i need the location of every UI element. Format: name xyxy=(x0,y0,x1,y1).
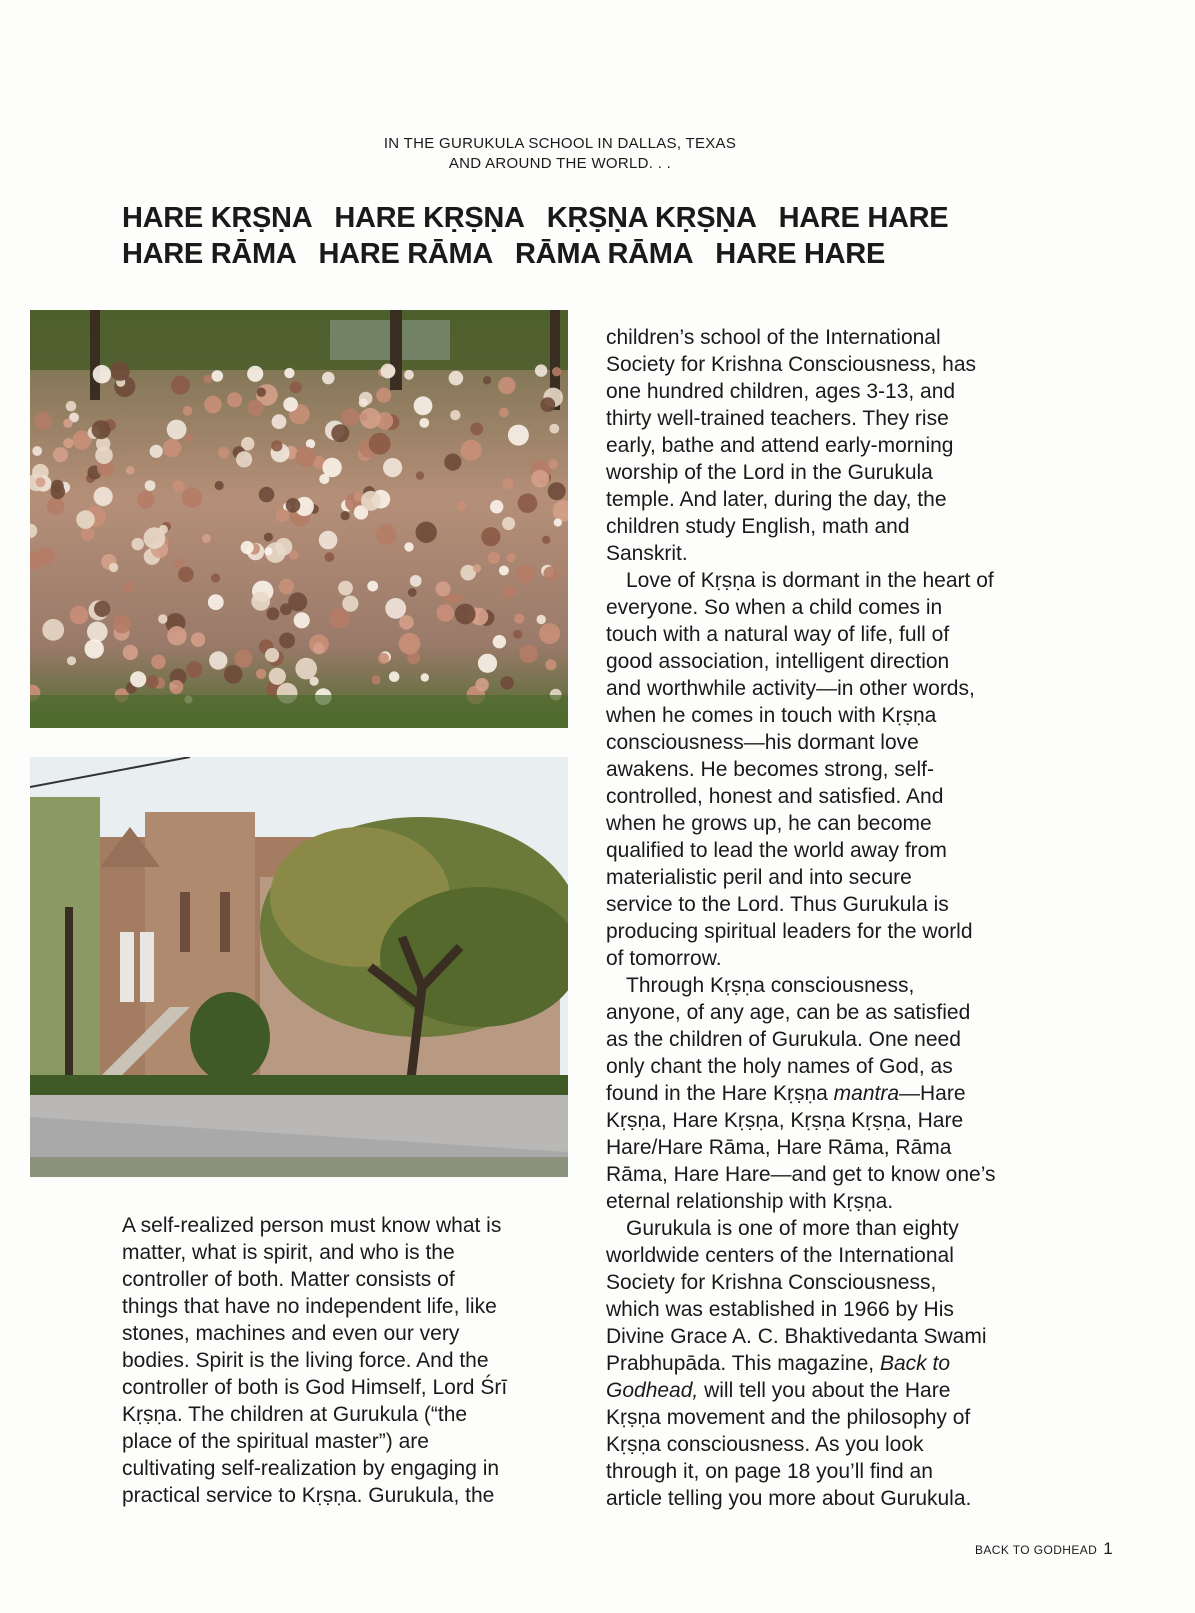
crowd-figure xyxy=(185,434,193,442)
text-line: thirty well-trained teachers. They rise xyxy=(606,407,949,430)
crowd-figure xyxy=(144,527,166,549)
mantra-word: HARE HARE xyxy=(778,202,949,234)
crowd-figure xyxy=(123,581,134,592)
mantra-word: HARE KṚṢṆA xyxy=(122,202,313,234)
crowd-figure xyxy=(279,579,294,594)
crowd-figure xyxy=(81,527,95,541)
crowd-figure xyxy=(449,371,464,386)
text-line: worship of the Lord in the Gurukula xyxy=(606,461,933,484)
text-line: Rāma, Hare Hare—and get to know one’s xyxy=(606,1163,996,1186)
crowd-figure xyxy=(493,635,506,648)
crowd-figure xyxy=(419,418,429,428)
crowd-figure xyxy=(531,470,549,488)
text-line: cultivating self-realization by engaging in xyxy=(122,1457,500,1480)
text-line: which was established in 1966 by His xyxy=(606,1298,954,1321)
crowd-figure xyxy=(209,651,227,669)
crowd-figure xyxy=(123,645,138,660)
crowd-figure xyxy=(416,522,437,543)
text-line: stones, machines and even our very xyxy=(122,1322,460,1345)
text-line: Society for Krishna Consciousness, has xyxy=(606,353,977,376)
crowd-figure xyxy=(146,675,159,688)
text-line: controlled, honest and satisfied. And xyxy=(606,785,944,808)
text-line: eternal relationship with Kṛṣṇa. xyxy=(606,1190,894,1213)
crowd-figure xyxy=(359,398,368,407)
text-line: of tomorrow. xyxy=(606,947,722,970)
text-line: A self-realized person must know what is xyxy=(122,1214,502,1237)
magazine-title: Back to xyxy=(879,1352,951,1375)
crowd-figure xyxy=(145,480,156,491)
crowd-figure xyxy=(47,497,65,515)
crowd-figure xyxy=(498,377,515,394)
crowd-figure xyxy=(404,370,414,380)
crowd-figure xyxy=(275,538,292,555)
mantra-headline xyxy=(122,200,1082,272)
text-line xyxy=(606,1350,1066,1377)
crowd-figure xyxy=(167,420,187,440)
crowd-figure xyxy=(51,480,64,493)
crowd-figure xyxy=(76,510,95,529)
crowd-figure xyxy=(319,531,338,550)
crowd-figure xyxy=(94,601,110,617)
text-line: when he comes in touch with Kṛṣṇa xyxy=(606,704,937,727)
crowd-figure xyxy=(502,517,515,530)
crowd-figure xyxy=(241,541,254,554)
crowd-figure xyxy=(265,648,279,662)
crowd-figure xyxy=(461,440,482,461)
crowd-figure xyxy=(383,458,402,477)
crowd-figure xyxy=(473,564,481,572)
group-photo-image xyxy=(30,310,568,728)
crowd-figure xyxy=(172,480,184,492)
crowd-figure xyxy=(548,459,558,469)
text-line: things that have no independent life, like xyxy=(122,1295,497,1318)
crowd-figure xyxy=(322,372,335,385)
crowd-figure xyxy=(338,581,353,596)
crowd-figure xyxy=(481,527,500,546)
text-line: only chant the holy names of God, as xyxy=(606,1055,953,1078)
crowd-figure xyxy=(70,606,88,624)
text-line: consciousness—his dormant love xyxy=(606,731,919,754)
crowd-figure xyxy=(500,676,513,689)
crowd-figure xyxy=(167,626,186,645)
right-column-text xyxy=(606,324,1066,1512)
text-line: practical service to Kṛṣṇa. Gurukula, the xyxy=(122,1484,495,1507)
text-line: place of the spiritual master”) are xyxy=(122,1430,429,1453)
crowd-figure xyxy=(313,643,325,655)
crowd-figure xyxy=(191,632,205,646)
mantra-word: HARE HARE xyxy=(715,238,885,270)
crowd-figure xyxy=(283,397,298,412)
text-line xyxy=(606,1377,1066,1404)
crowd-figure xyxy=(378,653,389,664)
text-line: as the children of Gurukula. One need xyxy=(606,1028,961,1051)
text-line: article telling you more about Gurukula. xyxy=(606,1487,972,1510)
text-run: Prabhupāda. This magazine, xyxy=(606,1352,880,1375)
text-line xyxy=(606,1080,1066,1107)
text-line: Kṛṣṇa movement and the philosophy of xyxy=(606,1406,971,1429)
text-line: bodies. Spirit is the living force. And the xyxy=(122,1349,489,1372)
crowd-figure xyxy=(381,364,396,379)
kicker-line-2: AND AROUND THE WORLD. . . xyxy=(448,155,672,172)
crowd-figure xyxy=(518,493,538,513)
text-line: everyone. So when a child comes in xyxy=(606,596,943,619)
page-footer xyxy=(975,1539,1113,1559)
crowd-figure xyxy=(150,445,163,458)
crowd-figure xyxy=(325,552,335,562)
crowd-figure xyxy=(376,524,397,545)
crowd-figure xyxy=(535,364,547,376)
crowd-figure xyxy=(36,477,46,487)
crowd-figure xyxy=(66,401,77,412)
crowd-figure xyxy=(483,376,491,384)
crowd-figure xyxy=(137,491,155,509)
crowd-figure xyxy=(508,425,529,446)
crowd-figure xyxy=(32,446,42,456)
crowd-figure xyxy=(322,458,341,477)
crowd-figure xyxy=(513,630,522,639)
crowd-figure xyxy=(414,396,433,415)
text-line: producing spiritual leaders for the world xyxy=(606,920,973,943)
mantra-word: HARE RĀMA xyxy=(318,238,494,270)
publication-name: BACK TO GODHEAD xyxy=(975,1543,1098,1557)
crowd-figure xyxy=(399,633,421,655)
crowd-figure xyxy=(372,675,381,684)
text-run: will tell you about the Hare xyxy=(698,1379,951,1402)
crowd-figure xyxy=(264,533,273,542)
crowd-figure xyxy=(284,368,294,378)
magazine-title: Godhead, xyxy=(606,1379,699,1402)
text-line: early, bathe and attend early-morning xyxy=(606,434,954,457)
crowd-figure xyxy=(542,536,550,544)
crowd-figure xyxy=(224,665,243,684)
text-line: touch with a natural way of life, full of xyxy=(606,623,950,646)
crowd-figure xyxy=(211,574,220,583)
crowd-figure xyxy=(331,424,349,442)
crowd-figure xyxy=(42,619,64,641)
crowd-figure xyxy=(247,400,263,416)
crowd-figure xyxy=(234,649,252,667)
crowd-figure xyxy=(53,447,68,462)
crowd-figure xyxy=(186,661,202,677)
crowd-figure xyxy=(490,500,503,513)
crowd-figure xyxy=(271,440,282,451)
crowd-figure xyxy=(455,604,476,625)
crowd-figure xyxy=(94,487,113,506)
group-photo xyxy=(30,310,568,728)
crowd-figure xyxy=(295,447,315,467)
mantra-line-1 xyxy=(122,200,1082,236)
crowd-figure xyxy=(218,447,229,458)
crowd-figure xyxy=(502,478,513,489)
paragraph-1 xyxy=(606,324,1066,567)
crowd-figure xyxy=(361,491,381,511)
crowd-figure xyxy=(267,607,280,620)
crowd-figure xyxy=(359,413,367,421)
crowd-figure xyxy=(174,558,184,568)
crowd-figure xyxy=(410,575,422,587)
crowd-figure xyxy=(204,396,222,414)
text-line: Kṛṣṇa, Hare Kṛṣṇa, Kṛṣṇa Kṛṣṇa, Hare xyxy=(606,1109,964,1132)
text-line: Society for Krishna Consciousness, xyxy=(606,1271,937,1294)
text-line: temple. And later, during the day, the xyxy=(606,488,947,511)
text-line: one hundred children, ages 3-13, and xyxy=(606,380,956,403)
crowd-figure xyxy=(475,678,489,692)
text-line: Divine Grace A. C. Bhaktivedanta Swami xyxy=(606,1325,987,1348)
paragraph-4 xyxy=(606,1215,1066,1512)
crowd-figure xyxy=(470,423,483,436)
kicker xyxy=(300,134,820,174)
crowd-figure xyxy=(548,482,566,500)
crowd-figure xyxy=(540,397,555,412)
crowd-figure xyxy=(554,518,562,526)
mantra-word: HARE KṚṢṆA xyxy=(334,202,525,234)
text-line: through it, on page 18 you’ll find an xyxy=(606,1460,933,1483)
crowd-figure xyxy=(109,563,118,572)
crowd-figure xyxy=(457,501,466,510)
crowd-figure xyxy=(151,655,166,670)
mantra-word: KṚṢṆA KṚṢṆA xyxy=(546,202,757,234)
crowd-figure xyxy=(516,565,535,584)
crowd-figure xyxy=(286,498,301,513)
text-line: qualified to lead the world away from xyxy=(606,839,947,862)
crowd-figure xyxy=(34,412,52,430)
left-column-text xyxy=(122,1212,592,1509)
crowd-figure xyxy=(514,614,524,624)
text-line: Kṛṣṇa consciousness. As you look xyxy=(606,1433,924,1456)
crowd-figure xyxy=(280,603,292,615)
mantra-word: RĀMA RĀMA xyxy=(515,238,694,270)
crowd-figure xyxy=(272,414,287,429)
crowd-figure xyxy=(545,659,556,670)
crowd-figure xyxy=(537,615,546,624)
crowd-figure xyxy=(178,567,194,583)
crowd-figure xyxy=(539,623,560,644)
crowd-figure xyxy=(543,566,558,581)
text-line: Through Kṛṣṇa consciousness, xyxy=(626,974,915,997)
crowd-figure xyxy=(436,581,451,596)
crowd-figure xyxy=(376,388,391,403)
text-line: controller of both. Matter consists of xyxy=(122,1268,455,1291)
crowd-figure xyxy=(67,656,76,665)
crowd-figure xyxy=(408,588,417,597)
text-line: Love of Kṛṣṇa is dormant in the heart of xyxy=(626,569,994,592)
text-line: and worthwhile activity—in other words, xyxy=(606,677,975,700)
paragraph-2 xyxy=(606,567,1066,972)
crowd-figure xyxy=(202,534,211,543)
crowd-figure xyxy=(236,451,252,467)
mantra-word: HARE RĀMA xyxy=(122,238,297,270)
crowd-figure xyxy=(385,598,406,619)
text-line: Kṛṣṇa. The children at Gurukula (“the xyxy=(122,1403,468,1426)
crowd-figure xyxy=(208,594,224,610)
crowd-figure xyxy=(256,669,266,679)
crowd-figure xyxy=(92,420,111,439)
crowd-figure xyxy=(182,487,203,508)
crowd-figure xyxy=(215,481,224,490)
crowd-figure xyxy=(399,615,414,630)
text-line: service to the Lord. Thus Gurukula is xyxy=(606,893,949,916)
crowd-figure xyxy=(85,639,104,658)
crowd-figure xyxy=(329,608,350,629)
text-line: materialistic peril and into secure xyxy=(606,866,912,889)
crowd-figure xyxy=(454,594,463,603)
text-line: anyone, of any age, can be as satisfied xyxy=(606,1001,971,1024)
crowd-figure xyxy=(204,375,213,384)
paragraph-3 xyxy=(606,972,1066,1215)
paragraph xyxy=(122,1212,592,1509)
crowd-figure xyxy=(369,433,391,455)
text-line: awakens. He becomes strong, self- xyxy=(606,758,934,781)
crowd-figure xyxy=(95,446,113,464)
crowd-figure xyxy=(276,509,289,522)
crowd-figure xyxy=(257,388,266,397)
crowd-figure xyxy=(478,654,497,673)
crowd-figure xyxy=(279,633,295,649)
text-run: —Hare xyxy=(899,1082,966,1105)
crowd-figure xyxy=(110,361,130,381)
crowd-figure xyxy=(163,439,181,457)
crowd-figure xyxy=(444,454,461,471)
mantra-line-2 xyxy=(122,236,1082,272)
crowd-figure xyxy=(499,408,509,418)
temple-photo-image xyxy=(30,757,568,1177)
kicker-line-1: IN THE GURUKULA SCHOOL IN DALLAS, TEXAS xyxy=(383,135,737,152)
crowd-figure xyxy=(294,612,310,628)
crowd-figure xyxy=(87,622,108,643)
crowd-figure xyxy=(183,406,193,416)
crowd-figure xyxy=(158,614,167,623)
crowd-figure xyxy=(552,367,561,376)
crowd-figure xyxy=(93,365,111,383)
crowd-figure xyxy=(519,645,537,663)
text-line: when he grows up, he can become xyxy=(606,812,932,835)
crowd-figure xyxy=(488,552,500,564)
crowd-figure xyxy=(437,604,455,622)
text-line: controller of both is God Himself, Lord Śrī xyxy=(122,1376,508,1399)
crowd-figure xyxy=(113,615,132,634)
crowd-figure xyxy=(389,671,400,682)
crowd-figure xyxy=(132,538,144,550)
crowd-figure xyxy=(264,547,272,555)
crowd-figure xyxy=(499,566,509,576)
text-line: Hare/Hare Rāma, Hare Rāma, Rāma xyxy=(606,1136,952,1159)
crowd-figure xyxy=(269,668,286,685)
text-run: found in the Hare Kṛṣṇa xyxy=(606,1082,834,1105)
crowd-figure xyxy=(295,658,317,680)
crowd-figure xyxy=(251,592,270,611)
page-number: 1 xyxy=(1103,1539,1114,1558)
crowd-figure xyxy=(130,671,146,687)
crowd-figure xyxy=(63,419,72,428)
text-line: children study English, math and xyxy=(606,515,910,538)
crowd-figure xyxy=(342,409,360,427)
temple-photo xyxy=(30,757,568,1177)
crowd-figure xyxy=(169,680,183,694)
crowd-figure xyxy=(404,542,413,551)
crowd-figure xyxy=(63,438,73,448)
crowd-figure xyxy=(367,581,378,592)
crowd-figure xyxy=(341,511,350,520)
crowd-figure xyxy=(126,466,134,474)
crowd-figure xyxy=(421,673,429,681)
crowd-figure xyxy=(416,471,424,479)
text-line: children’s school of the International xyxy=(606,326,941,349)
text-line: Sanskrit. xyxy=(606,542,688,565)
crowd-figure xyxy=(212,370,224,382)
crowd-figure xyxy=(171,376,190,395)
crowd-figure xyxy=(450,410,460,420)
text-line: worldwide centers of the International xyxy=(606,1244,954,1267)
text-line: good association, intelligent direction xyxy=(606,650,950,673)
crowd-figure xyxy=(503,585,516,598)
crowd-figure xyxy=(549,424,559,434)
text-line: Gurukula is one of more than eighty xyxy=(626,1217,959,1240)
crowd-figure xyxy=(506,553,515,562)
crowd-figure xyxy=(342,596,358,612)
crowd-figure xyxy=(247,366,263,382)
crowd-figure xyxy=(259,487,275,503)
crowd-figure xyxy=(290,381,302,393)
italic-word: mantra xyxy=(833,1082,899,1105)
crowd-figure xyxy=(227,392,242,407)
text-line: matter, what is spirit, and who is the xyxy=(122,1241,455,1264)
